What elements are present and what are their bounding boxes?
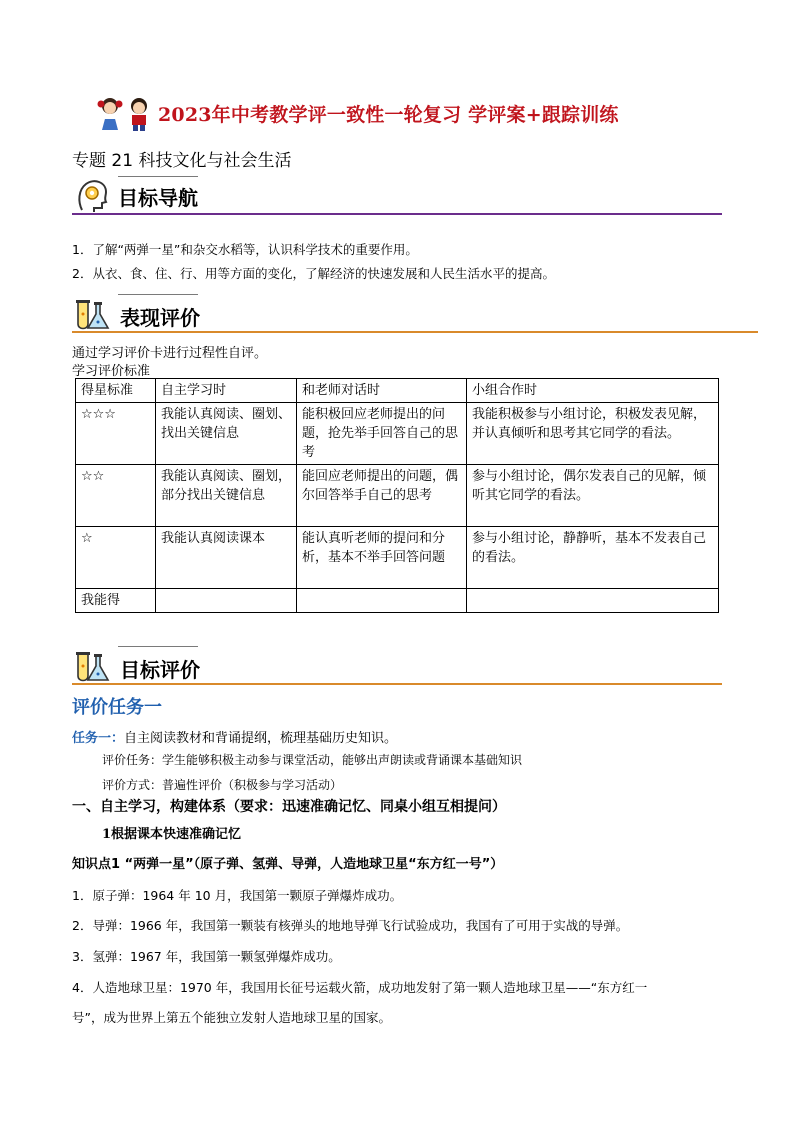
evaluation-task-title: 评价任务一 xyxy=(72,697,162,718)
task-line xyxy=(72,727,397,746)
task-label: 任务一： xyxy=(72,731,125,746)
section-top-rule xyxy=(118,646,198,647)
section-performance-evaluation xyxy=(72,294,722,334)
topic-subtitle: 专题 21 科技文化与社会生活 xyxy=(72,151,292,171)
children-mascot-icon xyxy=(92,96,158,132)
knowledge-item: 号”，成为世界上第五个能独立发射人造地球卫星的国家。 xyxy=(72,1010,391,1025)
knowledge-point-heading: 知识点1 “两弹一星”（原子弹、氢弹、导弹，人造地球卫星“东方红一号”） xyxy=(72,857,504,872)
part-heading: 一、自主学习，构建体系（要求：迅速准确记忆、同桌小组互相提问） xyxy=(72,799,506,815)
table-header-cell: 得星标准 xyxy=(76,379,156,403)
table-header-row xyxy=(76,379,719,403)
table-cell xyxy=(467,589,719,613)
knowledge-item: 3．氢弹：1967 年，我国第一颗氢弹爆炸成功。 xyxy=(72,949,341,964)
table-cell: 参与小组讨论，偶尔发表自己的见解，倾听其它同学的看法。 xyxy=(467,465,719,527)
lab-flask-icon xyxy=(72,646,112,686)
knowledge-item: 2．导弹：1966 年，我国第一颗装有核弹头的地地导弹飞行试验成功，我国有了可用于实战的导弹。 xyxy=(72,918,629,933)
head-gear-icon xyxy=(72,176,112,216)
sub-heading: 1根据课本快速准确记忆 xyxy=(102,827,242,842)
task-text: 自主阅读教材和背诵提纲，梳理基础历史知识。 xyxy=(124,731,398,746)
table-header-cell: 自主学习时 xyxy=(156,379,297,403)
table-cell: 我能积极参与小组讨论，积极发表见解，并认真倾听和思考其它同学的看法。 xyxy=(467,403,719,465)
table-cell: 我能认真阅读课本 xyxy=(156,527,297,589)
table-cell xyxy=(156,589,297,613)
lab-flask-icon xyxy=(72,294,112,334)
table-row xyxy=(76,527,719,589)
performance-intro: 通过学习评价卡进行过程性自评。 xyxy=(72,346,268,361)
table-row xyxy=(76,403,719,465)
section-divider xyxy=(72,683,722,685)
table-row xyxy=(76,465,719,527)
table-cell xyxy=(297,589,467,613)
section-goal-navigation xyxy=(72,176,722,216)
section-title: 目标评价 xyxy=(120,658,200,682)
table-header-cell: 小组合作时 xyxy=(467,379,719,403)
eval-task-line: 评价任务：学生能够积极主动参与课堂活动，能够出声朗读或背诵课本基础知识 xyxy=(102,753,523,767)
evaluation-rubric-table xyxy=(75,378,719,613)
section-top-rule xyxy=(118,294,198,295)
table-cell: 我能认真阅读、圈划、找出关键信息 xyxy=(156,403,297,465)
table-cell: 我能认真阅读、圈划，部分找出关键信息 xyxy=(156,465,297,527)
table-cell: 能回应老师提出的问题，偶尔回答举手自己的思考 xyxy=(297,465,467,527)
table-caption: 学习评价标准 xyxy=(72,364,151,379)
knowledge-item: 4．人造地球卫星：1970 年，我国用长征号运载火箭，成功地发射了第一颗人造地球卫星——“东方红一 xyxy=(72,980,648,995)
knowledge-item: 1．原子弹：1964 年 10 月，我国第一颗原子弹爆炸成功。 xyxy=(72,888,403,903)
table-cell: ☆☆ xyxy=(76,465,156,527)
table-row xyxy=(76,589,719,613)
section-goal-evaluation xyxy=(72,646,722,686)
table-cell: 能认真听老师的提问和分析，基本不举手回答问题 xyxy=(297,527,467,589)
section-title: 表现评价 xyxy=(120,306,200,330)
section-divider xyxy=(72,331,758,333)
table-cell: 能积极回应老师提出的问题，抢先举手回答自己的思考 xyxy=(297,403,467,465)
section-divider xyxy=(72,213,722,215)
goal-item: 2．从衣、食、住、行、用等方面的变化，了解经济的快速发展和人民生活水平的提高。 xyxy=(72,266,555,281)
document-title: 2023年中考教学评一致性一轮复习 学评案+跟踪训练 xyxy=(158,104,619,126)
goal-item: 1．了解“两弹一星”和杂交水稻等，认识科学技术的重要作用。 xyxy=(72,242,418,257)
table-header-cell: 和老师对话时 xyxy=(297,379,467,403)
section-title: 目标导航 xyxy=(118,186,198,210)
table-cell: ☆☆☆ xyxy=(76,403,156,465)
eval-method-line: 评价方式：普遍性评价（积极参与学习活动） xyxy=(102,778,343,792)
table-cell: 我能得 xyxy=(76,589,156,613)
section-top-rule xyxy=(118,176,198,177)
table-cell: ☆ xyxy=(76,527,156,589)
table-cell: 参与小组讨论，静静听，基本不发表自己的看法。 xyxy=(467,527,719,589)
